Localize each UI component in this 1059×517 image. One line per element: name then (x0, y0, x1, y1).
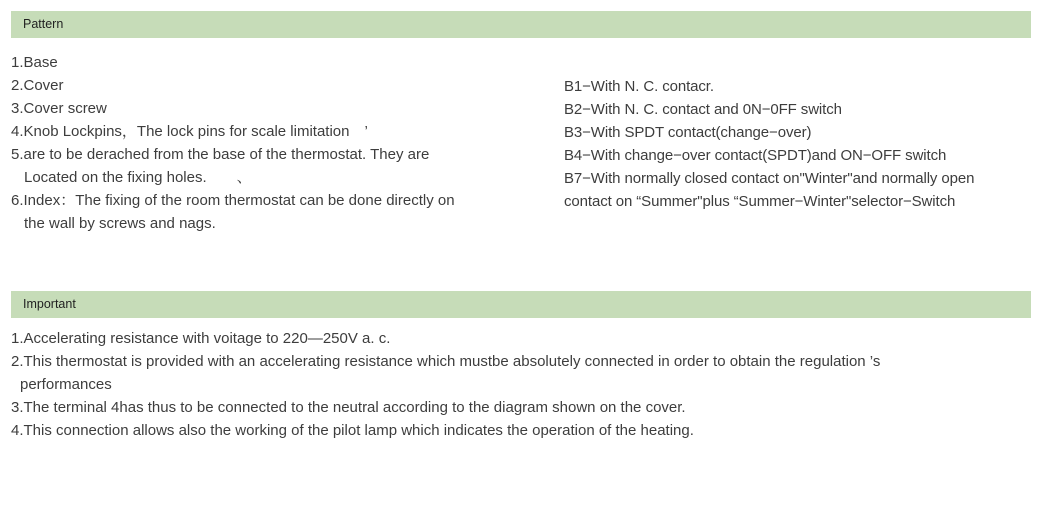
list-item: B7−With normally closed contact on"Winter"and normally open (564, 170, 975, 187)
pattern-section-header (11, 11, 1031, 38)
list-item: 4.This connection allows also the working of the pilot lamp which indicates the operation of the heating. (11, 422, 694, 439)
pattern-models-list (564, 75, 974, 213)
important-section-header (11, 291, 1031, 318)
list-item: 2.Cover (11, 77, 64, 94)
list-item: 3.The terminal 4has thus to be connected to the neutral according to the diagram shown on the cover. (11, 399, 686, 416)
list-item: B2−With N. C. contact and 0N−0FF switch (564, 101, 842, 118)
list-item: 3.Cover screw (11, 100, 107, 117)
list-item-continuation: Located on the fixing holes. 、 (24, 169, 252, 186)
list-item: 2.This thermostat is provided with an accelerating resistance which mustbe absolutely connected in order to obtain the regulation ’s performances (11, 350, 880, 396)
list-item: 5.are to be derached from the base of the thermostat. They are Located on the fixing holes. 、 (11, 143, 455, 189)
important-notes-list (11, 327, 880, 442)
list-item-continuation: the wall by screws and nags. (24, 215, 216, 232)
list-item: B1−With N. C. contacr. (564, 78, 714, 95)
list-item: B3−With SPDT contact(change−over) (564, 124, 812, 141)
important-section-title: Important (23, 297, 76, 311)
pattern-parts-list (11, 51, 455, 235)
list-item-continuation: performances (20, 376, 112, 393)
list-item: B4−With change−over contact(SPDT)and ON−OFF switch (564, 147, 947, 164)
list-item: 4.Knob Lockpins，The lock pins for scale limitation ’ (11, 123, 368, 140)
list-item: 6.Index：The fixing of the room thermostat can be done directly on the wall by screws and nags. (11, 189, 455, 235)
pattern-section-title: Pattern (23, 17, 64, 31)
list-item: 1.Base (11, 54, 58, 71)
list-item: contact on “Summer"plus “Summer−Winter"selector−Switch (564, 193, 956, 210)
list-item: 1.Accelerating resistance with voitage to 220—250V a. c. (11, 330, 391, 347)
